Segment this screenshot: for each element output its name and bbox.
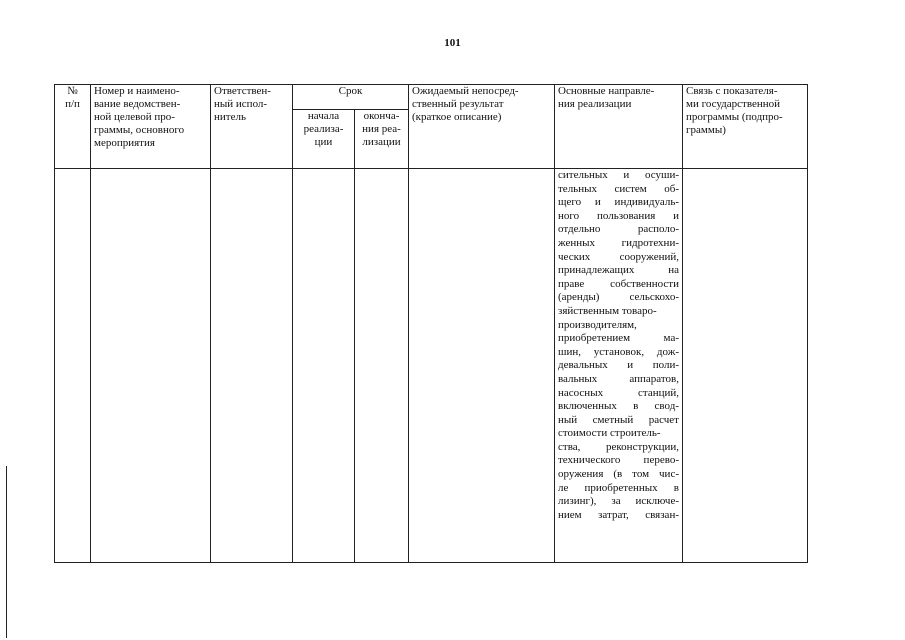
page-number: 101: [444, 37, 461, 49]
program-table: [54, 84, 808, 563]
cell-number: [55, 169, 91, 563]
directions-line: производителям,: [558, 318, 637, 331]
directions-line: зяйственным товаро-: [558, 304, 657, 317]
header-name-line: ной целевой про-: [94, 111, 175, 123]
cell-start: [293, 169, 355, 563]
header-directions-line: ния реализации: [558, 98, 632, 110]
header-responsible-line: ный испол-: [214, 98, 268, 110]
header-number-line: п/п: [65, 98, 80, 110]
header-start-line: реализа-: [303, 123, 344, 135]
header-responsible: [211, 85, 293, 169]
cell-name: [91, 169, 211, 563]
directions-line: шин, установок, дож-: [558, 345, 679, 358]
header-end-line: оконча-: [363, 110, 400, 122]
header-link: [683, 85, 808, 169]
directions-line: ческих сооружений,: [558, 250, 679, 263]
header-result: [409, 85, 555, 169]
header-end-line: лизации: [362, 136, 401, 148]
directions-line: отдельно располо-: [558, 223, 679, 236]
header-end-line: ния реа-: [362, 123, 401, 135]
header-link-line: граммы): [686, 124, 726, 136]
header-link-line: ми государственной: [686, 98, 780, 110]
directions-line: праве собственности: [558, 277, 679, 290]
header-term: Срок: [293, 85, 409, 110]
directions-line: тельных систем об-: [558, 182, 679, 195]
header-name-line: Номер и наимено-: [94, 85, 180, 97]
header-directions: [555, 85, 683, 169]
directions-line: (аренды) сельскохо-: [558, 291, 679, 304]
directions-line: насосных станций,: [558, 386, 679, 399]
cell-responsible: [211, 169, 293, 563]
header-number: [55, 85, 91, 169]
header-start: [293, 110, 355, 169]
header-result-line: Ожидаемый непосред-: [412, 85, 519, 97]
directions-line: сительных и осуши-: [558, 169, 679, 181]
directions-line: женных гидротехни-: [558, 236, 679, 249]
header-result-line: (краткое описание): [412, 111, 502, 123]
header-directions-line: Основные направле-: [558, 85, 655, 97]
directions-line: принадлежащих на: [558, 264, 679, 277]
directions-line: технического перево-: [558, 454, 679, 467]
directions-line: ного пользования и: [558, 209, 679, 222]
header-number-line: №: [67, 85, 78, 97]
directions-line: приобретением ма-: [558, 332, 679, 345]
directions-line: вальных аппаратов,: [558, 372, 679, 385]
directions-line: девальных и поли-: [558, 359, 679, 372]
header-end: [355, 110, 409, 169]
header-name-line: мероприятия: [94, 137, 155, 149]
directions-line: включенных в свод-: [558, 400, 679, 413]
header-name: [91, 85, 211, 169]
header-link-line: Связь с показателя-: [686, 85, 778, 97]
directions-line: стоимости строитель-: [558, 427, 661, 440]
cell-end: [355, 169, 409, 563]
header-name-line: вание ведомствен-: [94, 98, 181, 110]
header-start-line: ции: [314, 136, 333, 148]
directions-line: лизинг), за исключе-: [558, 495, 679, 508]
header-responsible-line: Ответствен-: [214, 85, 271, 97]
header-start-line: начала: [307, 110, 340, 122]
directions-line: ле приобретенных в: [558, 481, 679, 494]
header-link-line: программы (подпро-: [686, 111, 783, 123]
cell-directions: [555, 169, 683, 563]
margin-line: [6, 466, 7, 638]
header-name-line: граммы, основного: [94, 124, 185, 136]
directions-line: оружения (в том чис-: [558, 468, 679, 481]
cell-link: [683, 169, 808, 563]
directions-line: ства, реконструкции,: [558, 440, 679, 453]
directions-line: ный сметный расчет: [558, 413, 679, 426]
header-result-line: ственный результат: [412, 98, 504, 110]
cell-result: [409, 169, 555, 563]
directions-line: нием затрат, связан-: [558, 508, 679, 521]
header-responsible-line: нитель: [214, 111, 246, 123]
directions-line: щего и индивидуаль-: [558, 196, 679, 209]
